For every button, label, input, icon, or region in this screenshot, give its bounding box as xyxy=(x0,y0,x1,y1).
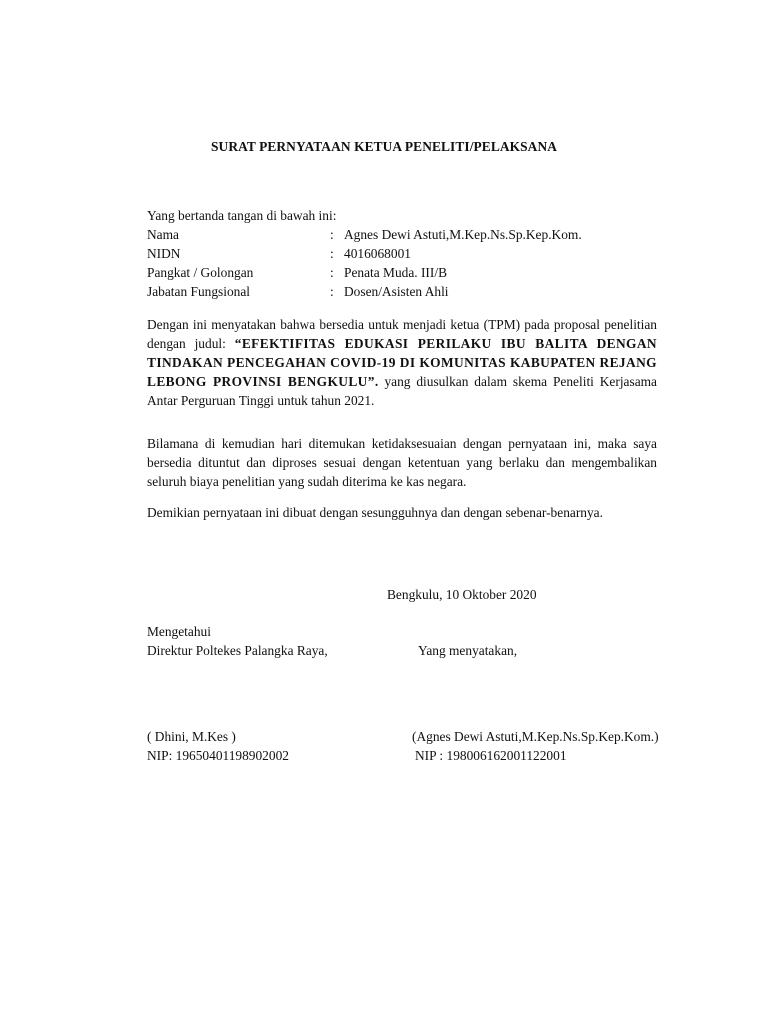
field-label: NIDN xyxy=(147,246,181,261)
researcher-nip: NIP : 198006162001122001 xyxy=(415,748,567,763)
document-title: SURAT PERNYATAAN KETUA PENELITI/PELAKSANA xyxy=(211,139,557,154)
place-date: Bengkulu, 10 Oktober 2020 xyxy=(387,587,537,602)
director-name: ( Dhini, M.Kes ) xyxy=(147,729,236,744)
field-separator: : xyxy=(330,265,334,280)
field-label: Nama xyxy=(147,227,179,242)
research-title: “EFEKTIFITAS EDUKASI PERILAKU IBU BALITA DENGAN TINDAKAN PENCEGAHAN COVID-19 DI KOMUNITAS KABUPATEN REJANG LEBONG PROVINSI BENGKULU”. xyxy=(147,336,657,389)
field-value: Penata Muda. III/B xyxy=(344,265,448,280)
field-separator: : xyxy=(330,284,334,299)
statement-paragraph xyxy=(147,315,657,410)
acknowledge-label: Mengetahui xyxy=(147,624,211,639)
closing-paragraph: Demikian pernyataan ini dibuat dengan sesungguhnya dan dengan sebenar-benarnya. xyxy=(147,505,603,520)
field-label: Pangkat / Golongan xyxy=(147,265,254,280)
field-value: Agnes Dewi Astuti,M.Kep.Ns.Sp.Kep.Kom. xyxy=(344,227,582,242)
liability-paragraph: Bilamana di kemudian hari ditemukan ketidaksesuaian dengan pernyataan ini, maka saya bersedia dituntut dan diproses sesuai dengan ketentuan yang berlaku dan mengembalikan seluruh biaya penelitian yang sudah diterima ke kas negara. xyxy=(147,436,657,489)
intro-text: Yang bertanda tangan di bawah ini: xyxy=(147,208,337,223)
field-value: Dosen/Asisten Ahli xyxy=(344,284,449,299)
field-separator: : xyxy=(330,227,334,242)
statement-label: Yang menyatakan, xyxy=(418,643,518,658)
field-value: 4016068001 xyxy=(344,246,411,261)
researcher-name: (Agnes Dewi Astuti,M.Kep.Ns.Sp.Kep.Kom.) xyxy=(412,729,659,744)
director-position: Direktur Poltekes Palangka Raya, xyxy=(147,643,328,658)
field-label: Jabatan Fungsional xyxy=(147,284,251,299)
field-separator: : xyxy=(330,246,334,261)
scheme-text: yang diusulkan dalam skema Peneliti Kerjasama Antar Perguruan Tinggi untuk tahun 2021. xyxy=(147,374,657,408)
director-nip: NIP: 19650401198902002 xyxy=(147,748,289,763)
statement-text: Dengan ini menyatakan bahwa bersedia untuk menjadi ketua (TPM) pada proposal penelitian dengan judul: xyxy=(147,317,657,351)
